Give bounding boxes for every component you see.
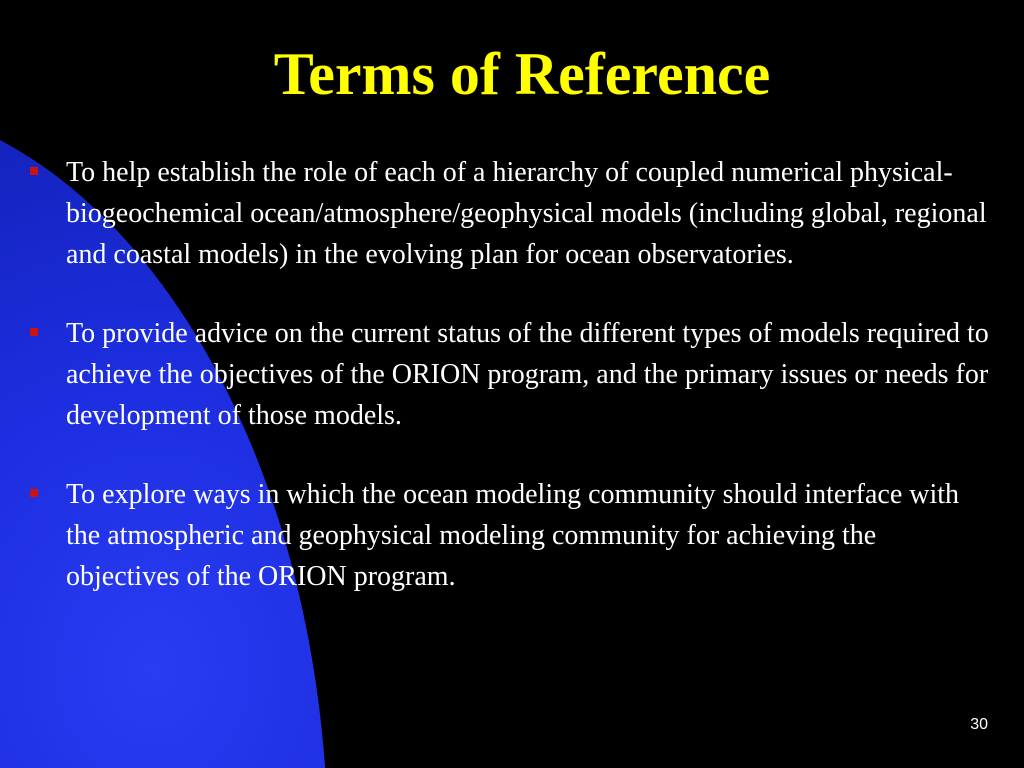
square-bullet-icon — [30, 489, 38, 497]
bullet-text: To help establish the role of each of a hierarchy of coupled numerical physical-biogeochemical ocean/atmosphere/geophysical models (including global, regional and coastal models) in the evolving plan for ocean observatories. — [66, 157, 987, 270]
bullet-text: To provide advice on the current status of the different types of models required to achieve the objectives of the ORION program, and the primary issues or needs for development of those models. — [66, 318, 989, 431]
bullet-text: To explore ways in which the ocean modeling community should interface with the atmospheric and geophysical modeling community for achieving the objectives of the ORION program. — [66, 479, 960, 592]
page-number: 30 — [970, 716, 988, 733]
square-bullet-icon — [30, 167, 38, 175]
bullet-item — [30, 313, 990, 436]
bullet-list — [30, 152, 990, 635]
square-bullet-icon — [30, 328, 38, 336]
slide-title: Terms of Reference — [273, 41, 771, 107]
bullet-item — [30, 474, 990, 597]
bullet-item — [30, 152, 990, 275]
